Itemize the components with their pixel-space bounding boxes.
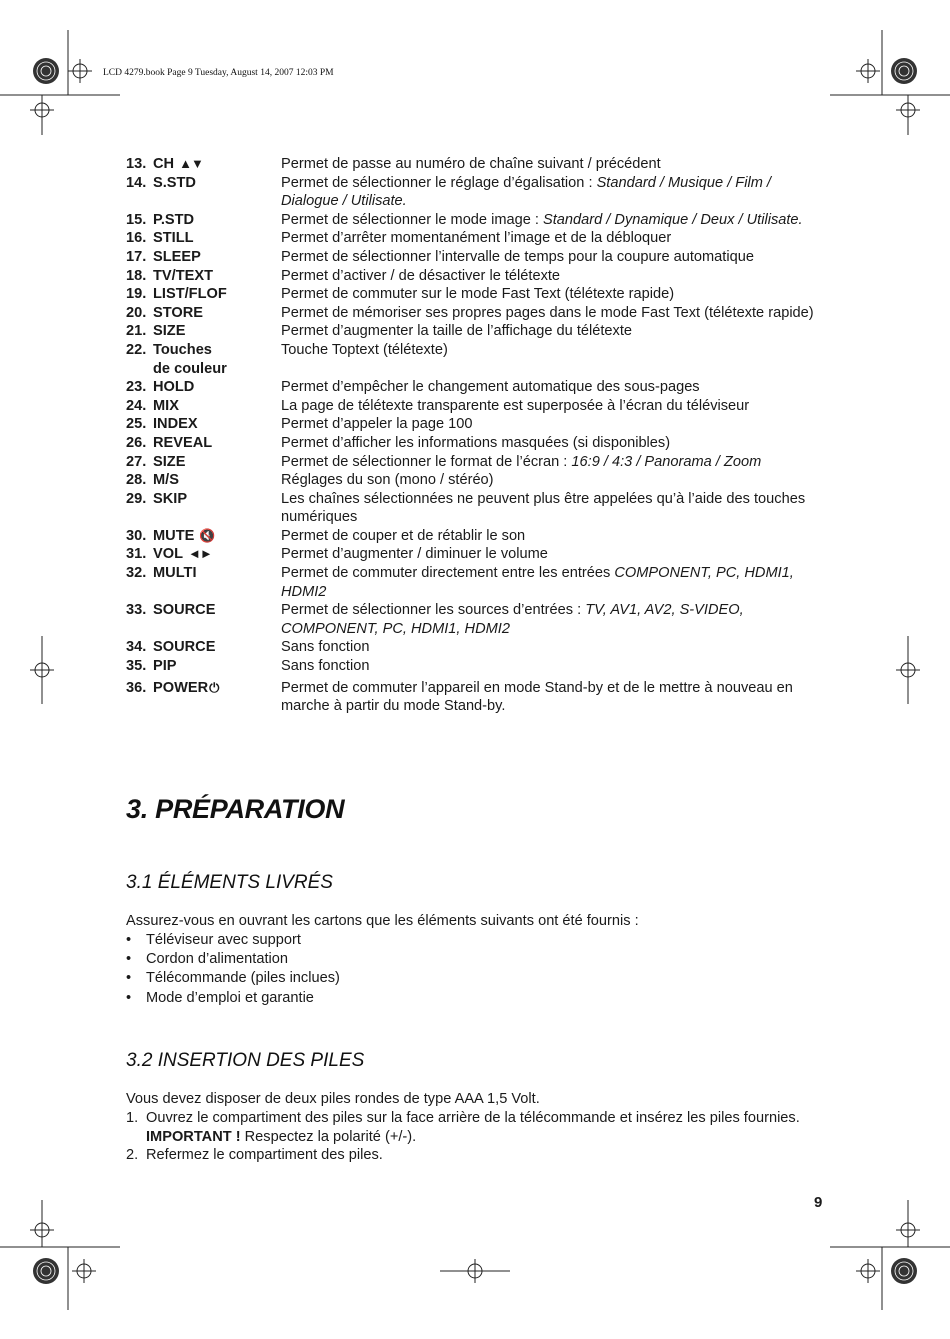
button-description: [281, 679, 826, 716]
button-label: TV/TEXT: [153, 267, 213, 284]
button-label-line2: de couleur: [153, 360, 227, 377]
button-description: [281, 564, 826, 601]
button-description: [281, 378, 826, 397]
button-description: [281, 341, 826, 378]
button-description: [281, 490, 826, 527]
button-description: [281, 155, 826, 174]
button-name: [153, 211, 281, 230]
button-description: [281, 453, 826, 472]
button-description: [281, 434, 826, 453]
list-item: [126, 378, 826, 397]
list-item: [126, 638, 826, 657]
item-number: 19.: [126, 286, 147, 303]
description-text: Permet de commuter l’appareil en mode Stand-by et de le mettre à nouveau en marche à partir du mode Stand-by.: [281, 679, 793, 715]
subsection-title-delivered: 3.1 ÉLÉMENTS LIVRÉS: [126, 872, 333, 893]
delivered-intro: Assurez-vous en ouvrant les cartons que les éléments suivants ont été fournis :: [126, 913, 639, 929]
description-text: Sans fonction: [281, 639, 370, 656]
list-item: [126, 527, 826, 546]
button-description: [281, 229, 826, 248]
item-number: 27.: [126, 453, 147, 470]
remote-buttons-list: [126, 155, 826, 716]
description-text: Permet de commuter sur le mode Fast Text (télétexte rapide): [281, 286, 675, 303]
button-label: MIX: [153, 397, 179, 414]
button-description: [281, 545, 826, 564]
list-item: [126, 601, 826, 638]
list-item: [126, 285, 826, 304]
list-item: [126, 545, 826, 564]
step-text: Refermez le compartiment des piles.: [146, 1147, 383, 1164]
button-name: [153, 471, 281, 490]
description-text: Permet d’empêcher le changement automatique des sous-pages: [281, 379, 700, 396]
button-label: SOURCE: [153, 639, 216, 656]
button-description: [281, 638, 826, 657]
section-title: 3. PRÉPARATION: [126, 794, 345, 824]
bullet-icon: •: [126, 932, 132, 948]
description-text: Permet de commuter directement entre les entrées: [281, 565, 615, 582]
item-number: 14.: [126, 174, 147, 191]
list-item: [126, 174, 826, 211]
item-number: 20.: [126, 304, 147, 321]
step-number: 1.: [126, 1110, 139, 1126]
button-description: [281, 267, 826, 286]
button-symbol-icon: ◄►: [188, 546, 212, 562]
button-name: [153, 638, 281, 657]
description-text: Permet de sélectionner l’intervalle de temps pour la coupure automatique: [281, 248, 754, 265]
item-number: 28.: [126, 472, 147, 489]
list-item: [126, 229, 826, 248]
description-text: Permet d’arrêter momentanément l’image et de la débloquer: [281, 230, 672, 247]
item-number: 26.: [126, 434, 147, 451]
button-name: [153, 453, 281, 472]
step-text: Ouvrez le compartiment des piles sur la face arrière de la télécommande et insérez les piles fournies. IMPORTANT ! Respectez la polarité (+/-).: [146, 1110, 800, 1145]
description-text: TV, AV1, AV2, S-VIDEO, COMPONENT, PC, HDMI1, HDMI2: [281, 602, 744, 637]
button-label: Touches: [153, 341, 212, 358]
bullet-icon: •: [126, 970, 132, 987]
list-item: [126, 471, 826, 490]
button-description: [281, 527, 826, 546]
button-label: STILL: [153, 230, 194, 247]
page-number: 9: [814, 1194, 823, 1211]
button-label: MUTE: [153, 527, 195, 544]
item-number: 17.: [126, 248, 147, 265]
button-description: [281, 285, 826, 304]
button-label: SOURCE: [153, 602, 216, 619]
bullet-icon: •: [126, 989, 132, 1006]
list-item: [126, 434, 826, 453]
button-label: SIZE: [153, 453, 186, 470]
button-description: [281, 322, 826, 341]
button-name: [153, 657, 281, 676]
description-text: Permet de sélectionner le format de l’écran :: [281, 453, 572, 470]
button-name: [153, 679, 281, 716]
button-name: [153, 267, 281, 286]
button-name: [153, 341, 281, 378]
button-description: [281, 248, 826, 267]
list-item: [126, 564, 826, 601]
item-number: 15.: [126, 211, 147, 228]
button-name: [153, 564, 281, 601]
description-text: Permet d’activer / de désactiver le télétexte: [281, 267, 561, 284]
list-item: [126, 155, 826, 174]
description-text: Sans fonction: [281, 658, 370, 675]
button-name: [153, 601, 281, 638]
button-name: [153, 285, 281, 304]
description-text: Permet de sélectionner les sources d’entrées :: [281, 602, 586, 619]
list-item: [126, 397, 826, 416]
button-label: REVEAL: [153, 434, 213, 451]
button-name: [153, 304, 281, 323]
list-item: [126, 341, 826, 378]
button-name: [153, 397, 281, 416]
important-label: IMPORTANT !: [146, 1128, 241, 1145]
button-label: PIP: [153, 658, 177, 675]
item-number: 34.: [126, 639, 147, 656]
description-text: Permet de couper et de rétablir le son: [281, 527, 526, 544]
button-name: [153, 490, 281, 527]
description-text: Permet de mémoriser ses propres pages dans le mode Fast Text (télétexte rapide): [281, 304, 814, 321]
button-symbol-icon: ⏻: [209, 679, 219, 695]
bullet-text: Téléviseur avec support: [146, 932, 301, 948]
list-item: [126, 453, 826, 472]
item-number: 35.: [126, 658, 147, 675]
list-item: [126, 490, 826, 527]
list-item: [126, 679, 826, 716]
description-text: Permet de sélectionner le réglage d’égalisation :: [281, 174, 597, 191]
description-text: Touche Toptext (télétexte): [281, 341, 448, 358]
step-number: 2.: [126, 1147, 139, 1164]
description-text: Permet d’appeler la page 100: [281, 416, 473, 433]
button-label: STORE: [153, 304, 204, 321]
item-number: 13.: [126, 156, 147, 172]
button-description: [281, 304, 826, 323]
description-text: Permet de sélectionner le mode image :: [281, 211, 544, 228]
button-name: [153, 527, 281, 546]
item-number: 32.: [126, 565, 147, 582]
button-name: [153, 434, 281, 453]
bullet-text: Cordon d’alimentation: [146, 951, 288, 968]
list-item: [126, 931, 340, 950]
description-text: Les chaînes sélectionnées ne peuvent plus être appelées qu’à l’aide des touches numériques: [281, 490, 806, 526]
button-description: [281, 174, 826, 211]
button-label: P.STD: [153, 211, 195, 228]
list-item: [126, 969, 340, 988]
button-description: [281, 471, 826, 490]
bullet-text: Télécommande (piles inclues): [146, 970, 340, 987]
item-number: 21.: [126, 323, 147, 340]
button-label: CH: [153, 156, 175, 172]
button-label: HOLD: [153, 379, 195, 396]
button-label: MULTI: [153, 565, 197, 582]
list-item: [126, 304, 826, 323]
button-name: [153, 378, 281, 397]
button-label: LIST/FLOF: [153, 286, 227, 303]
button-label: SKIP: [153, 490, 188, 507]
button-description: [281, 397, 826, 416]
bullet-icon: •: [126, 951, 132, 968]
item-number: 22.: [126, 341, 147, 358]
button-description: [281, 211, 826, 230]
batteries-steps: [126, 1109, 846, 1165]
button-name: [153, 248, 281, 267]
item-number: 33.: [126, 602, 147, 619]
item-number: 29.: [126, 490, 147, 507]
list-item: [126, 989, 340, 1008]
list-item: [126, 1109, 846, 1146]
delivered-items-list: [126, 931, 340, 1008]
button-label: SIZE: [153, 323, 186, 340]
button-name: [153, 545, 281, 564]
description-text: Standard / Musique / Film / Dialogue / Utilisate.: [281, 174, 771, 210]
button-label: M/S: [153, 472, 179, 489]
list-item: [126, 322, 826, 341]
button-name: [153, 155, 281, 174]
bullet-text: Mode d’emploi et garantie: [146, 989, 314, 1006]
item-number: 24.: [126, 397, 147, 414]
item-number: 23.: [126, 379, 147, 396]
list-item: [126, 657, 826, 676]
list-item: [126, 211, 826, 230]
description-text: Permet de passe au numéro de chaîne suivant / précédent: [281, 156, 661, 172]
button-symbol-icon: 🔇: [199, 527, 215, 543]
button-label: POWER: [153, 679, 209, 696]
item-number: 18.: [126, 267, 147, 284]
button-label: INDEX: [153, 416, 198, 433]
item-number: 25.: [126, 416, 147, 433]
button-name: [153, 229, 281, 248]
description-text: Permet d’afficher les informations masquées (si disponibles): [281, 434, 671, 451]
description-text: Permet d’augmenter / diminuer le volume: [281, 546, 548, 563]
batteries-intro: Vous devez disposer de deux piles rondes de type AAA 1,5 Volt.: [126, 1091, 540, 1107]
description-text: La page de télétexte transparente est superposée à l’écran du téléviseur: [281, 397, 750, 414]
button-name: [153, 174, 281, 211]
list-item: [126, 1146, 846, 1165]
button-label: SLEEP: [153, 248, 201, 265]
description-text: Réglages du son (mono / stéréo): [281, 472, 494, 489]
description-text: Permet d’augmenter la taille de l’affichage du télétexte: [281, 323, 633, 340]
button-description: [281, 601, 826, 638]
button-name: [153, 322, 281, 341]
button-label: VOL: [153, 546, 183, 563]
item-number: 30.: [126, 527, 147, 544]
description-text: Standard / Dynamique / Deux / Utilisate.: [543, 211, 803, 228]
item-number: 31.: [126, 546, 147, 563]
list-item: [126, 248, 826, 267]
button-symbol-icon: ▲▼: [179, 156, 203, 171]
subsection-title-batteries: 3.2 INSERTION DES PILES: [126, 1050, 365, 1071]
list-item: [126, 950, 340, 969]
item-number: 36.: [126, 679, 147, 696]
print-header: LCD 4279.book Page 9 Tuesday, August 14, 2007 12:03 PM: [103, 68, 334, 78]
button-name: [153, 415, 281, 434]
description-text: 16:9 / 4:3 / Panorama / Zoom: [571, 453, 762, 470]
list-item: [126, 267, 826, 286]
description-text: COMPONENT, PC, HDMI1, HDMI2: [281, 565, 794, 600]
list-item: [126, 415, 826, 434]
button-description: [281, 657, 826, 676]
item-number: 16.: [126, 230, 147, 247]
button-description: [281, 415, 826, 434]
button-label: S.STD: [153, 174, 196, 191]
